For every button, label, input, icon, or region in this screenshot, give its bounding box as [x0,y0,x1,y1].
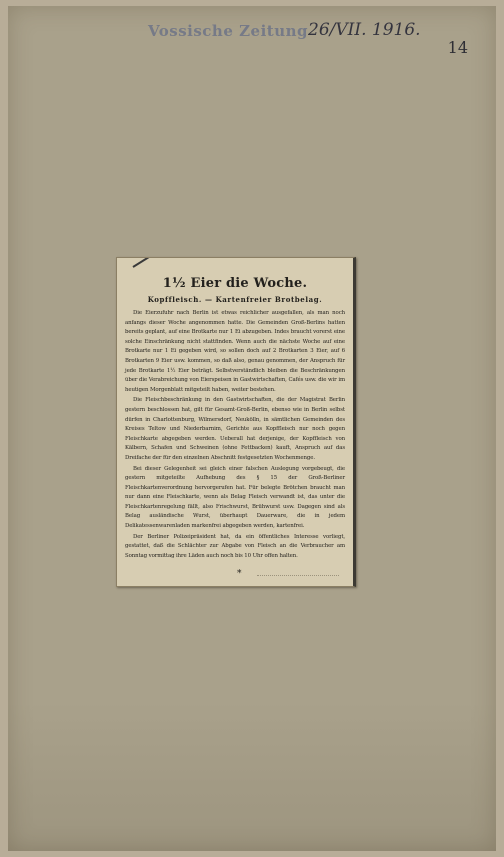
handwritten-date: 26/VII. 1916. [308,20,421,40]
end-mark: * [237,569,242,579]
newspaper-stamp: Vossische Zeitung [148,22,309,40]
pencil-mark [132,257,155,268]
article-paragraph: Die Fleischbeschränkung in den Gastwirtschaften, die der Magistrat Berlin gestern beschlossen hat, gilt für Gesamt-Groß-Berlin, ebenso wie in Berlin selbst dürfen in Charlottenburg, Wilmersdorf, Neukölln, in sämtlichen Gemeinden des Kreises Teltow und Niederbarnim, Gerichte aus Kopffleisch nur noch gegen Fleischkarte abgegeben werden. Ueberall hat derjenige, der Kopffleisch von Kälbern, Schafen und Schweinen (ohne Fettbacken) kauft, Anspruch auf das Dreifache der für den einzelnen Abschnitt festgesetzten Wochenmenge. [125,397,345,461]
archive-header [8,16,496,56]
article-body [125,309,345,561]
archive-sheet [8,6,496,851]
page-number: 14 [447,38,468,57]
article-paragraph: Der Berliner Polizeipräsident hat, da ein öffentliches Interesse vorliegt, gestattet, daß die Schlächter zur Abgabe von Fleisch an die Verbraucher am Sonntag vormittag ihre Läden auch noch bis 10 Uhr offen halten. [125,533,345,559]
article-paragraph: Bei dieser Gelegenheit sei gleich einer falschen Auslegung vorgebeugt, die gestern mitgeteilte Aufhebung des § 15 der Groß-Berliner Fleischkartenverordnung hervorgerufen hat. Für belegte Brötchen braucht man nur dann eine Fleischkarte, wenn als Belag Fleisch verwandt ist, das unter die Fleischkartenregelung fällt, also Frischwurst, Brühwurst usw. Dagegen sind als Belag ausländische Wurst, überhaupt Dauerware, die in jedem Delikatessenwarenladen markenfrei abgegeben werden, kartenfrei. [125,465,345,530]
article-paragraph: Die Eierzufuhr nach Berlin ist etwas reichlicher ausgefallen, als man noch anfangs dieser Woche angenommen hatte. Die Gemeinden Groß-Berlins hatten bereits geplant, auf eine Brotkarte nur 1 Ei abzugeben. Indes braucht vorerst eine solche Einschränkung nicht stattfinden. Wenn auch die nächste Woche auf eine Brotkarte nur 1 Ei gegeben wird, so sollen doch auf 2 Brotkarten 3 Eier, auf 6 Brotkarten 9 Eier usw. kommen, so daß also, genau genommen, der Anspruch für jede Brotkarte 1½ Eier beträgt. Selbstverständlich bleiben die Beschränkungen über die Verabreichung von Eierspeisen in Gastwirtschaften, Cafés usw. die wir im heutigen Morgenblatt mitgeteilt haben, weiter bestehen. [125,310,345,393]
article-headline: 1½ Eier die Woche. [162,276,308,291]
article-subhead: Kopffleisch. — Kartenfreier Brotbelag. [147,295,323,304]
newspaper-clipping [116,257,356,587]
faded-scribble [257,571,339,576]
